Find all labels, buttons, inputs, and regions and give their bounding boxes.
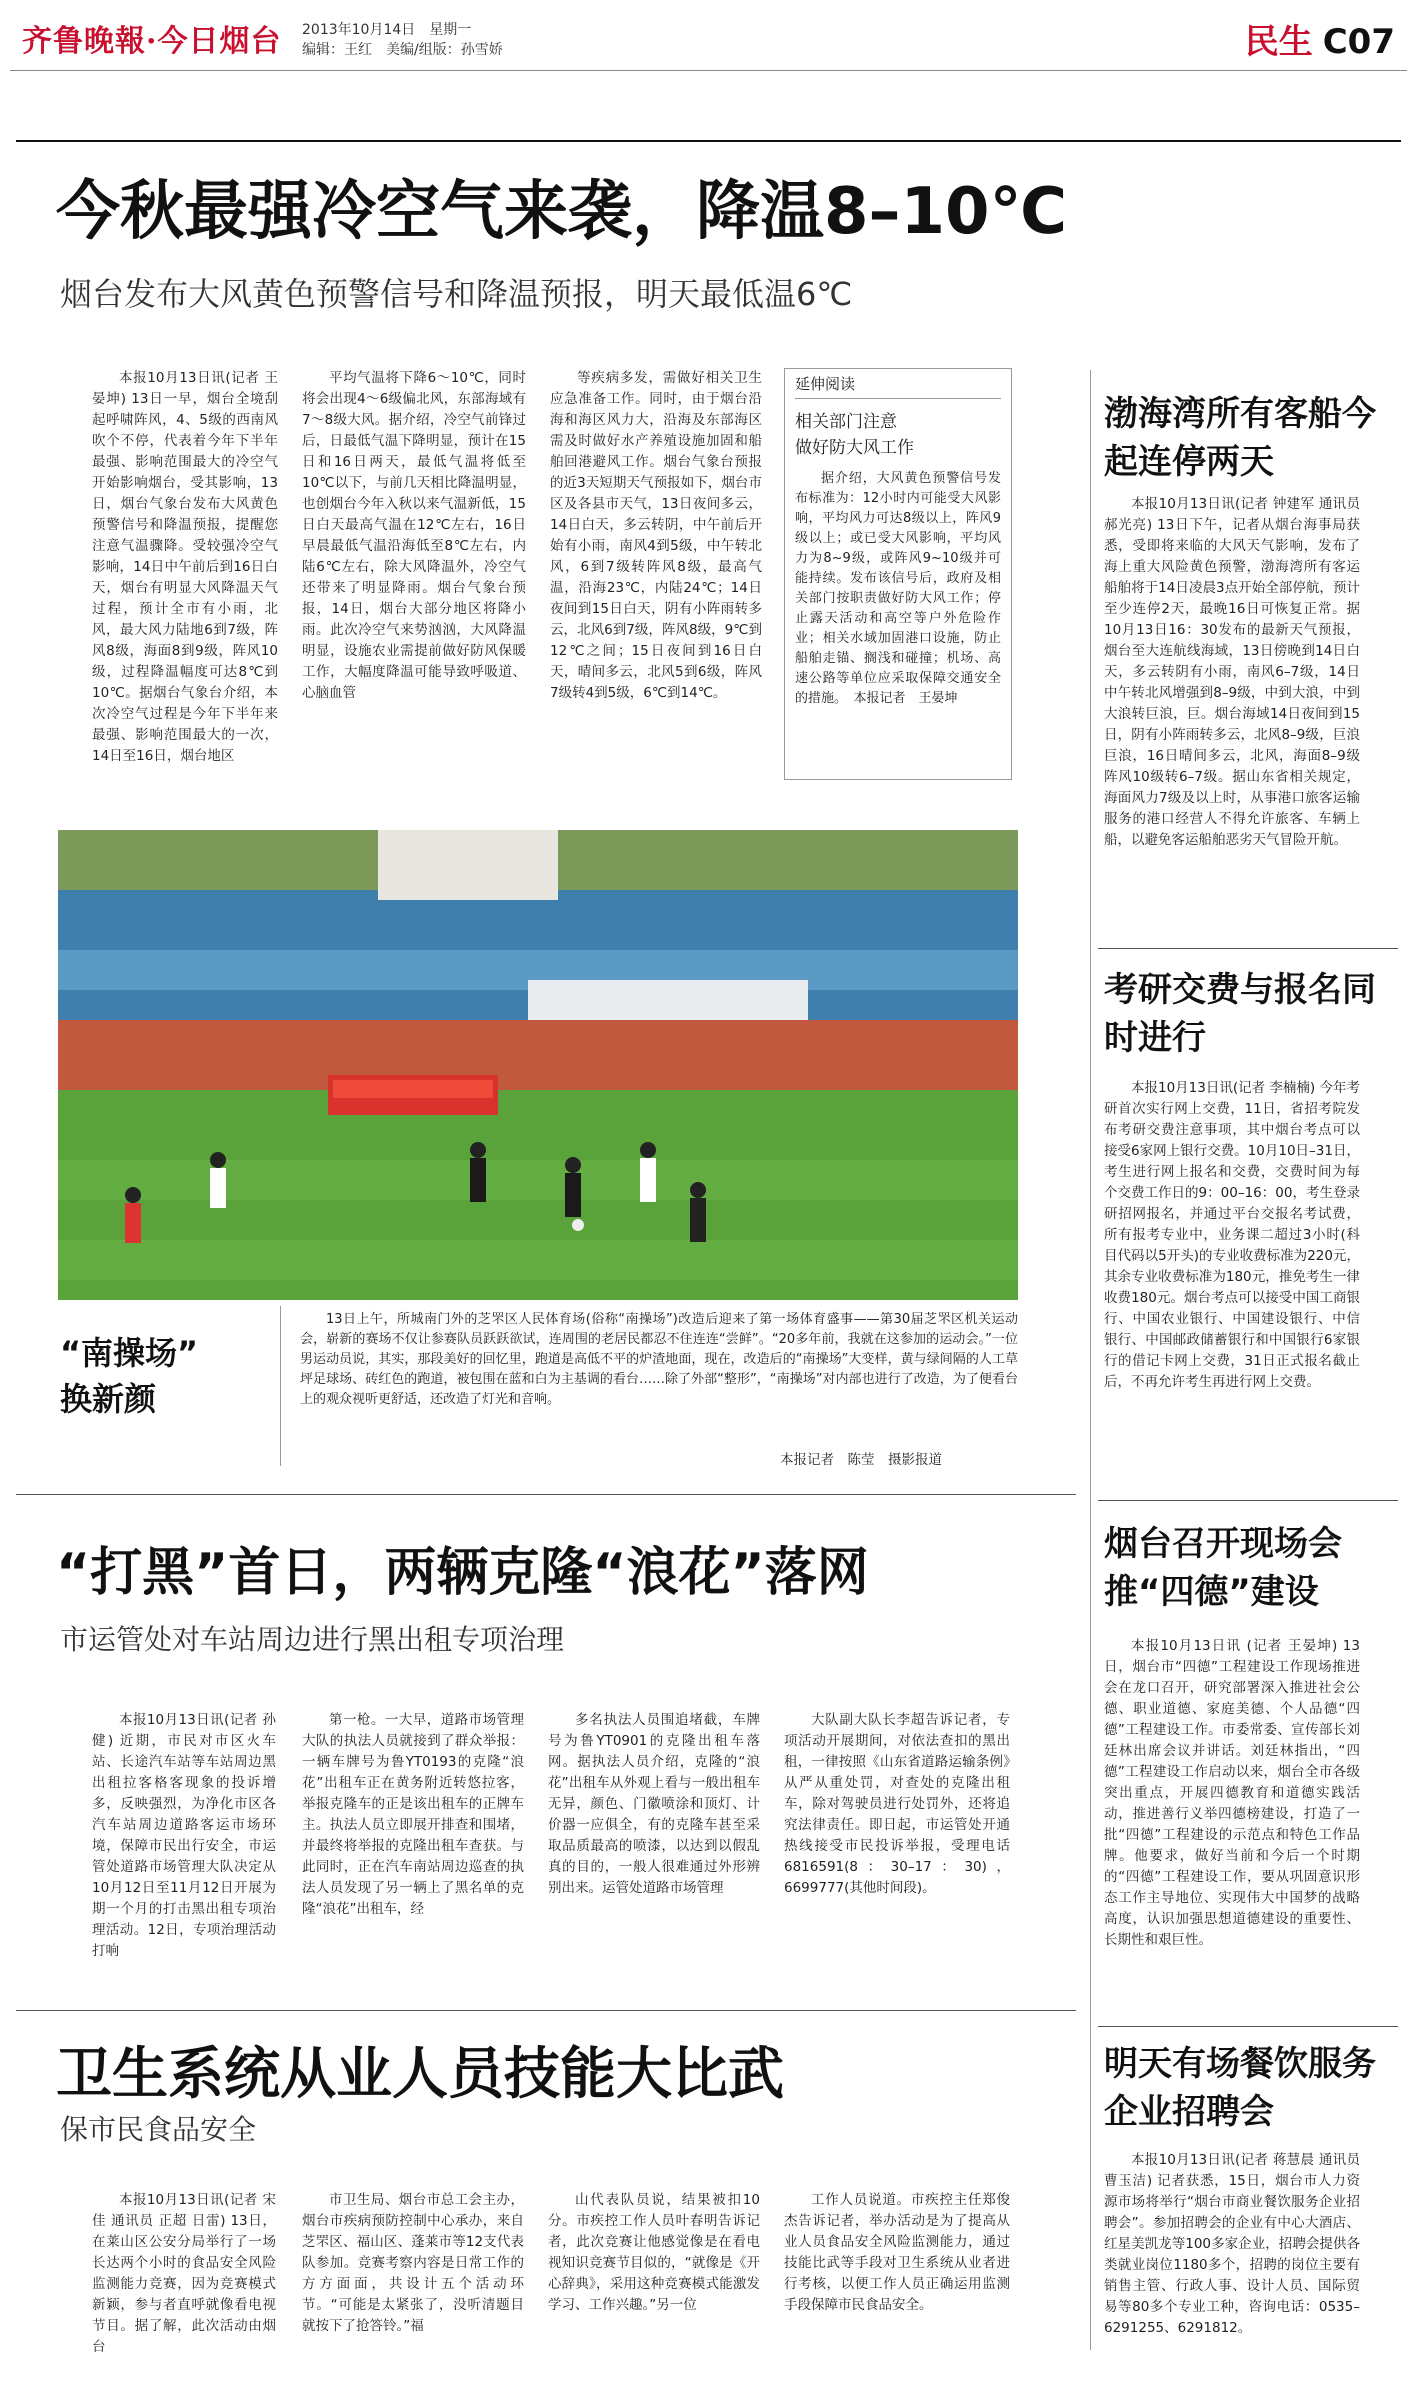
photo-headline-2: 换新颜 bbox=[60, 1380, 157, 1418]
stadium-photo-illustration bbox=[58, 830, 1018, 1300]
right-story4-text: 本报10月13日讯(记者 蒋慧晨 通讯员 曹玉洁) 记者获悉，15日，烟台市人力资源市场将举行“烟台市商业餐饮服务企业招聘会”。参加招聘会的企业有中心大酒店、红星美凯龙等100多家企业，招聘会提供各类就业岗位1180多个，招聘的岗位主要有销售主管、行政人事、设计人员、国际贸易等80多个专业工种，咨询电话：0535–6291255、6291812。 bbox=[1104, 2152, 1360, 2336]
lead-column-1 bbox=[92, 368, 278, 767]
masthead bbox=[0, 0, 1417, 72]
story2-rule bbox=[16, 1494, 1076, 1495]
page-label bbox=[1245, 14, 1395, 63]
right-story2-title: 考研交费与报名同时进行 bbox=[1104, 970, 1376, 1058]
story3-column-3 bbox=[548, 2190, 760, 2316]
section-name: ·今日烟台 bbox=[146, 24, 282, 59]
photo-caption-text: 13日上午，所城南门外的芝罘区人民体育场(俗称“南操场”)改造后迎来了第一场体育盛事——第30届芝罘区机关运动会，崭新的赛场不仅让参赛队员跃跃欲试，连周围的老居民都忍不住连连“尝鲜”。“20多年前，我就在这参加的运动会。”一位男运动员说，其实，那段美好的回忆里，跑道是高低不平的炉渣地面，现在，改造后的“南操场”大变样，黄与绿间隔的人工草坪足球场、砖红色的跑道，被包围在蓝和白为主基调的看台……除了外部“整形”，“南操场”对内部也进行了改造，为了便看台上的观众视听更舒适，还改造了灯光和音响。 bbox=[300, 1312, 1018, 1407]
right-divider bbox=[1090, 370, 1091, 2350]
right-rule-1 bbox=[1098, 948, 1398, 949]
lead-title: 今秋最强冷空气来袭，降温8–10℃ bbox=[56, 175, 1068, 249]
page-number: C07 bbox=[1322, 22, 1395, 62]
masthead-rule bbox=[10, 70, 1407, 71]
right-story4-title: 明天有场餐饮服务企业招聘会 bbox=[1104, 2044, 1376, 2132]
section-label: 民生 bbox=[1244, 22, 1313, 62]
story3-subtitle: 保市民食品安全 bbox=[60, 2113, 257, 2146]
paper-logo bbox=[22, 16, 281, 60]
issue-info bbox=[302, 20, 503, 60]
story3-title: 卫生系统从业人员技能大比武 bbox=[56, 2042, 784, 2107]
right-story3-text: 本报10月13日讯 (记者 王晏坤) 13日，烟台市“四德”工程建设工作现场推进会在龙口召开，研究部署深入推进社会公德、职业道德、家庭美德、个人品德“四德”工程建设工作。市委常委、宣传部长刘廷林出席会议并讲话。刘廷林指出，“四德”工程建设工作启动以来，烟台全市各级突出重点，开展四德教育和道德实践活动，推进善行义举四德榜建设，打造了一批“四德”工程建设的示范点和特色工作品牌。他要求，做好当前和今后一个时期的“四德”工程建设工作，要从巩固意识形态工作主导地位、实现伟大中国梦的战略高度，认识加强思想道德建设的重要性、长期性和艰巨性。 bbox=[1104, 1638, 1360, 1948]
right-story1-text: 本报10月13日讯(记者 钟建军 通讯员 郝光亮) 13日下午，记者从烟台海事局获悉，受即将来临的大风天气影响，发布了海上重大风险黄色预警，渤海湾所有客运船舶将于14日凌晨3点开始全部停航，预计至少连停2天，最晚16日可恢复正常。据10月13日16：30发布的最新天气预报，烟台至大连航线海域，13日傍晚到14日白天，多云转阴有小雨，南风6–7级，14日中午转北风增强到8–9级，中到大浪，中到大浪转巨浪，巨。烟台海域14日夜间到15日，阴有小阵雨转多云，北风8–9级，巨浪巨浪，16日晴间多云，北风，海面8–9级阵风10级转6–7级。据山东省相关规定，海面风力7级及以上时，从事港口旅客运输服务的港口经营人不得允许旅客、车辆上船，以避免客运船舶恶劣天气冒险开航。 bbox=[1104, 496, 1360, 848]
story2-column-4 bbox=[784, 1710, 1010, 1899]
story3-col1-text: 本报10月13日讯(记者 宋佳 通讯员 正超 日雷) 13日，在莱山区公安分局举行了一场长达两个小时的食品安全风险监测能力竞赛，因为竞赛模式新颖，参与者直呼就像看电视节目。据了解，此次活动由烟台 bbox=[92, 2192, 276, 2355]
story2-col1-text: 本报10月13日讯(记者 孙健) 近期，市民对市区火车站、长途汽车站等车站周边黑出租拉客格客现象的投诉增多，反映强烈，为净化市区各汽车站周边道路客运市场环境，保障市民出行安全，市运管处道路市场管理大队决定从10月12日至11月12日开展为期一个月的打击黑出租专项治理活动。12日，专项治理活动打响 bbox=[92, 1712, 276, 1959]
story2-col3-text: 多名执法人员围追堵截，车牌号为鲁YT0901的克隆出租车落网。据执法人员介绍，克隆的“浪花”出租车从外观上看与一般出租车无异，颜色、门徽喷涂和顶灯、计价器一应俱全，有的克隆车甚至采取品质最高的喷漆，以达到以假乱真的目的，一般人很难通过外形辨别出来。运管处道路市场管理 bbox=[548, 1712, 760, 1896]
story2-column-2 bbox=[302, 1710, 524, 1920]
lead-subtitle: 烟台发布大风黄色预警信号和降温预报，明天最低温6℃ bbox=[60, 275, 853, 313]
story3-column-2 bbox=[302, 2190, 524, 2337]
lead-column-2 bbox=[302, 368, 526, 704]
extended-title-1: 相关部门注意 bbox=[795, 412, 897, 432]
story2-col4-text: 大队副大队长李超告诉记者，专项活动开展期间，对依法查扣的黑出租，一律按照《山东省道路运输条例》从严从重处罚，对查处的克隆出租车，除对驾驶员进行处罚外，还将追究法律责任。即日起，市运管处开通热线接受市民投诉举报，受理电话6816591(8：30–17：30)，6699777(其他时间段)。 bbox=[784, 1712, 1010, 1896]
lead-column-3 bbox=[550, 368, 762, 704]
right-story3-body bbox=[1104, 1636, 1360, 1951]
date-line: 2013年10月14日 星期一 bbox=[302, 22, 472, 38]
right-story1-body bbox=[1104, 494, 1360, 851]
extended-title-2: 做好防大风工作 bbox=[795, 438, 914, 458]
story3-column-1 bbox=[92, 2190, 276, 2358]
lead-col2-text: 平均气温将下降6～10℃，同时将会出现4～6级偏北风，东部海域有7～8级大风。据介绍，冷空气前锋过后，日最低气温下降明显，预计在15日和16日两天，最低气温将低至10℃以下，与前几天相比降温明显，也创烟台今年入秋以来气温新低，15日白天最高气温在12℃左右，16日早晨最低气温沿海低至8℃左右，内陆6℃左右，除大风降温外，冷空气还带来了明显降雨。烟台气象台预报，14日，烟台大部分地区将降小雨。此次冷空气来势汹汹，大风降温明显，设施农业需提前做好防风保暖工作，大幅度降温可能导致呼吸道、心脑血管 bbox=[302, 370, 526, 701]
story2-title: “打黑”首日，两辆克隆“浪花”落网 bbox=[56, 1543, 869, 1603]
right-story2-text: 本报10月13日讯(记者 李楠楠) 今年考研首次实行网上交费，11日，省招考院发布考研交费注意事项，其中烟台考点可以接受6家网上银行交费。10月10日–31日，考生进行网上报名和交费，交费时间为每个交费工作日的9：00–16：00，考生登录研招网报名，并通过平台交报名考试费，所有报考专业中，业务课二超过3小时(科目代码以5开头)的专业收费标准为220元，其余专业收费标准为180元，推免考生一律收费180元。烟台考点可以接受中国工商银行、中国农业银行、中国建设银行、中信银行、中国邮政储蓄银行和中国银行6家银行的借记卡网上交费，31日正式报名截止后，不再允许考生再进行网上交费。 bbox=[1104, 1080, 1360, 1390]
right-story4-body bbox=[1104, 2150, 1360, 2339]
right-rule-2 bbox=[1098, 1500, 1398, 1501]
photo-caption-divider bbox=[280, 1306, 281, 1466]
right-rule-3 bbox=[1098, 2026, 1398, 2027]
story2-subtitle: 市运管处对车站周边进行黑出租专项治理 bbox=[60, 1623, 565, 1656]
story3-column-4 bbox=[784, 2190, 1010, 2316]
photo-headline-1: “南操场” bbox=[60, 1334, 199, 1372]
paper-name: 齐鲁晚報 bbox=[22, 24, 146, 59]
story2-column-3 bbox=[548, 1710, 760, 1899]
story3-col2-text: 市卫生局、烟台市总工会主办，烟台市疾病预防控制中心承办，来自芝罘区、福山区、蓬莱市等12支代表队参加。竞赛考察内容是日常工作的方方面面，共设计五个活动环节。“可能是太紧张了，没听清题目就按下了抢答铃。”福 bbox=[302, 2192, 524, 2334]
right-story3-title: 烟台召开现场会推“四德”建设 bbox=[1104, 1524, 1342, 1612]
story3-col4-text: 工作人员说道。市疾控主任郑俊杰告诉记者，举办活动是为了提高从业人员食品安全风险监测能力，通过技能比武等手段对卫生系统从业者进行考核，以便工作人员正确运用监测手段保障市民食品安全。 bbox=[784, 2192, 1010, 2313]
lead-col1-text: 本报10月13日讯(记者 王晏坤) 13日一早，烟台全境刮起呼啸阵风，4、5级的西南风吹个不停，代表着今年下半年最强、影响范围最大的冷空气开始影响烟台，受其影响，13日，烟台气象台发布大风黄色预警信号和降温预报，提醒您注意气温骤降。受较强冷空气影响，14日中午前后到16日白天，烟台有明显大风降温天气过程，预计全市有小雨，北风，最大风力陆地6到7级，阵风8级，海面8到9级，阵风10级，过程降温幅度可达8℃到10℃。据烟台气象台介绍，本次冷空气过程是今年下半年来最强、影响范围最大的一次，14日至16日，烟台地区 bbox=[92, 370, 278, 764]
photo-caption bbox=[300, 1310, 1018, 1410]
right-story1-title: 渤海湾所有客船今起连停两天 bbox=[1104, 394, 1376, 482]
extended-reading-label: 延伸阅读 bbox=[795, 373, 1001, 399]
story3-col3-text: 山代表队员说，结果被扣10分。市疾控工作人员叶春明告诉记者，此次竞赛让他感觉像是在看电视知识竞赛节目似的，“就像是《开心辞典》，采用这种竞赛模式能激发学习、工作兴趣。”另一位 bbox=[548, 2192, 760, 2313]
right-story2-body bbox=[1104, 1078, 1360, 1393]
extended-reading-box bbox=[784, 368, 1012, 780]
story2-column-1 bbox=[92, 1710, 276, 1962]
top-rule bbox=[16, 140, 1401, 142]
lead-col3-text: 等疾病多发，需做好相关卫生应急准备工作。同时，由于烟台沿海和海区风力大，沿海及东部海区需及时做好水产养殖设施加固和船舶回港避风工作。烟台气象台预报的近3天短期天气预报如下，烟台市区及各县市天气，13日夜间多云，14日白天，多云转阴，中午前后开始有小雨，南风4到5级，中午转北风，6到7级转阵风8级，最高气温，沿海23℃，内陆24℃；14日夜间到15日白天，阴有小阵雨转多云，北风6到7级，阵风8级，9℃到12℃之间；15日夜间到16日白天，晴间多云，北风5到6级，阵风7级转4到5级，6℃到14℃。 bbox=[550, 370, 762, 701]
extended-text-body: 据介绍，大风黄色预警信号发布标准为：12小时内可能受大风影响，平均风力可达8级以上，阵风9级以上；或已受大风影响，平均风力为8~9级，或阵风9~10级并可能持续。发布该信号后，政府及相关部门按职责做好防大风工作；停止露天活动和高空等户外危险作业；相关水域加固港口设施，防止船舶走锚、搁浅和碰撞；机场、高速公路等单位应采取保障交通安全的措施。 本报记者 王晏坤 bbox=[795, 471, 1001, 706]
story2-col2-text: 第一枪。一大早，道路市场管理大队的执法人员就接到了群众举报：一辆车牌号为鲁YT0193的克隆“浪花”出租车正在黄务附近转悠拉客，举报克隆车的正是该出租车的正牌车主。执法人员立即展开排查和围堵，并最终将举报的克隆出租车查获。与此同时，正在汽车南站周边巡查的执法人员发现了另一辆上了黑名单的克隆“浪花”出租车，经 bbox=[302, 1712, 524, 1917]
extended-text bbox=[795, 469, 1001, 709]
story3-rule bbox=[16, 2010, 1076, 2011]
photo-credit: 本报记者 陈莹 摄影报道 bbox=[780, 1452, 942, 1468]
photo-headline bbox=[60, 1330, 198, 1422]
editor-line: 编辑：王红 美编/组版：孙雪娇 bbox=[302, 42, 503, 58]
stadium-photo bbox=[58, 830, 1018, 1300]
